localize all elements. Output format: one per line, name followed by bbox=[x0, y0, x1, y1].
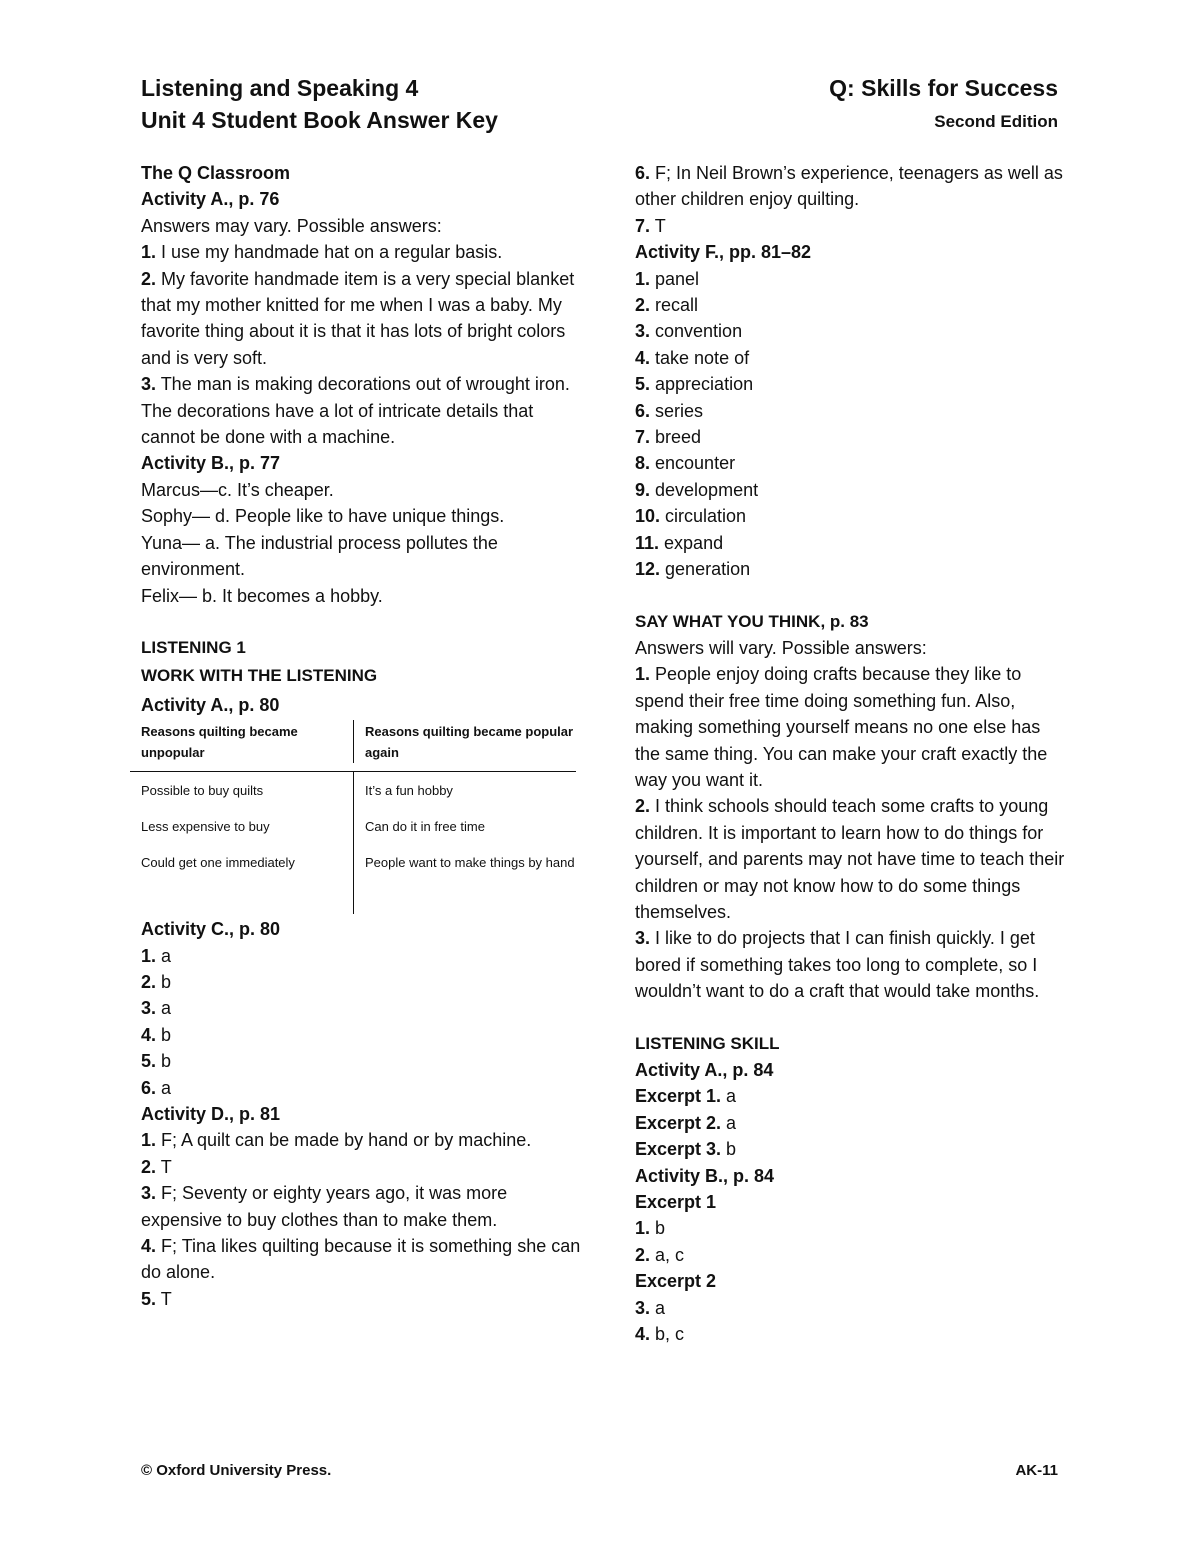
answer-item: 4. b, c bbox=[635, 1324, 685, 1345]
answer-item: 1. panel bbox=[635, 268, 700, 289]
answer-item: Excerpt 1. a bbox=[635, 1086, 737, 1107]
answer-item: 3. a bbox=[141, 998, 172, 1019]
answer-item: 2. My favorite handmade item is a very special blanket that my mother knitted for me when I was a baby. My favorite thing about it is that it has lots of bright colors and is very soft. bbox=[141, 268, 575, 368]
answer-item: 3. convention bbox=[635, 321, 743, 342]
section-subheading: WORK WITH THE LISTENING bbox=[141, 666, 378, 686]
header-left bbox=[141, 72, 498, 136]
table-cell: People want to make things by hand bbox=[365, 855, 575, 871]
answer-intro: Answers may vary. Possible answers: bbox=[141, 215, 442, 236]
left-column bbox=[141, 160, 581, 1312]
table-cell: Could get one immediately bbox=[130, 844, 354, 880]
table-cell: Can do it in free time bbox=[365, 819, 485, 835]
activity-heading: Activity F., pp. 81–82 bbox=[635, 242, 812, 263]
answer-item: 6. series bbox=[635, 400, 704, 421]
book-title: Listening and Speaking 4 bbox=[141, 75, 419, 101]
series-title: Q: Skills for Success bbox=[829, 75, 1058, 101]
activity-heading: Activity B., p. 84 bbox=[635, 1165, 775, 1186]
page-number: AK-11 bbox=[1015, 1462, 1058, 1479]
answer-item: 4. take note of bbox=[635, 347, 750, 368]
answer-item: 2. I think schools should teach some crafts to young children. It is important to learn how to do things for yourself, and parents may not have time to teach their children or may not know how to do some things themselves. bbox=[635, 796, 1065, 922]
answer-item: Excerpt 3. b bbox=[635, 1139, 737, 1160]
answer-item: 9. development bbox=[635, 479, 759, 500]
answer-item: 3. a bbox=[635, 1297, 666, 1318]
answer-item: 5. appreciation bbox=[635, 374, 754, 395]
table-row bbox=[130, 772, 576, 808]
answer-item: 11. expand bbox=[635, 532, 724, 553]
section-heading: SAY WHAT YOU THINK, p. 83 bbox=[635, 611, 869, 631]
table-cell: Possible to buy quilts bbox=[130, 772, 354, 808]
table-header-cell: Reasons quilting became unpopular bbox=[130, 720, 354, 763]
activity-heading: Activity C., p. 80 bbox=[141, 919, 281, 940]
answer-item: 1. b bbox=[635, 1218, 666, 1239]
answer-item: 3. The man is making decorations out of wrought iron. The decorations have a lot of intricate details that cannot be done with a machine. bbox=[141, 374, 570, 448]
copyright-notice: © Oxford University Press. bbox=[141, 1462, 332, 1479]
table-spacer-row bbox=[130, 880, 576, 914]
right-column bbox=[635, 160, 1065, 1347]
excerpt-heading: Excerpt 1 bbox=[635, 1192, 717, 1213]
answer-line: Sophy— d. People like to have unique things. bbox=[141, 506, 505, 527]
activity-heading: Activity B., p. 77 bbox=[141, 453, 281, 474]
answer-line: Marcus—c. It’s cheaper. bbox=[141, 479, 334, 500]
activity-heading: Activity A., p. 76 bbox=[141, 189, 280, 210]
excerpt-heading: Excerpt 2 bbox=[635, 1271, 717, 1292]
answer-item: 6. F; In Neil Brown’s experience, teenagers as well as other children enjoy quilting. bbox=[635, 163, 1063, 210]
answer-item: 7. breed bbox=[635, 427, 702, 448]
answer-item: 1. People enjoy doing crafts because they like to spend their free time doing something fun. Also, making something yourself means no one else has the same thing. You can make your craft exactly the way you want it. bbox=[635, 664, 1048, 790]
header-right bbox=[829, 72, 1058, 138]
answer-item: 6. a bbox=[141, 1077, 172, 1098]
section-heading: LISTENING 1 bbox=[141, 637, 246, 657]
activity-heading: Activity D., p. 81 bbox=[141, 1103, 281, 1124]
table-cell: It’s a fun hobby bbox=[365, 783, 453, 799]
answer-item: 10. circulation bbox=[635, 506, 747, 527]
answer-item: 2. a, c bbox=[635, 1244, 685, 1265]
answer-item: 1. a bbox=[141, 945, 172, 966]
answer-item: 1. I use my handmade hat on a regular basis. bbox=[141, 242, 503, 263]
activity-heading: Activity A., p. 84 bbox=[635, 1060, 774, 1080]
edition-label: Second Edition bbox=[934, 112, 1058, 131]
table-header-row bbox=[130, 720, 576, 772]
answer-item: 5. b bbox=[141, 1051, 172, 1072]
unit-title: Unit 4 Student Book Answer Key bbox=[141, 107, 498, 133]
answer-item: 5. T bbox=[141, 1288, 172, 1309]
answer-intro: Answers will vary. Possible answers: bbox=[635, 637, 927, 658]
answer-line: Felix— b. It becomes a hobby. bbox=[141, 585, 383, 606]
answer-item: 2. b bbox=[141, 971, 172, 992]
section-heading: The Q Classroom bbox=[141, 163, 291, 183]
answer-item: 12. generation bbox=[635, 559, 751, 580]
answer-item: 2. T bbox=[141, 1156, 172, 1177]
answer-item: 3. F; Seventy or eighty years ago, it was more expensive to buy clothes than to make them. bbox=[141, 1183, 508, 1230]
answer-item: 7. T bbox=[635, 215, 666, 236]
table-row bbox=[130, 808, 576, 844]
answer-item: 4. b bbox=[141, 1024, 172, 1045]
answer-item: 2. recall bbox=[635, 295, 699, 316]
answer-item: 3. I like to do projects that I can finish quickly. I get bored if something takes too long to complete, so I wouldn’t want to do a craft that would take months. bbox=[635, 928, 1040, 1002]
answer-item: 4. F; Tina likes quilting because it is something she can do alone. bbox=[141, 1236, 581, 1283]
activity-heading: Activity A., p. 80 bbox=[141, 694, 280, 715]
answer-item: 8. encounter bbox=[635, 453, 736, 474]
answer-line: Yuna— a. The industrial process pollutes the environment. bbox=[141, 532, 498, 580]
table-cell: Less expensive to buy bbox=[130, 808, 354, 844]
answer-item: 1. F; A quilt can be made by hand or by machine. bbox=[141, 1130, 532, 1151]
section-heading: LISTENING SKILL bbox=[635, 1033, 780, 1053]
table-row bbox=[130, 844, 576, 880]
table-header-cell: Reasons quilting became popular again bbox=[365, 724, 574, 761]
reasons-table bbox=[130, 720, 576, 914]
answer-item: Excerpt 2. a bbox=[635, 1112, 737, 1133]
